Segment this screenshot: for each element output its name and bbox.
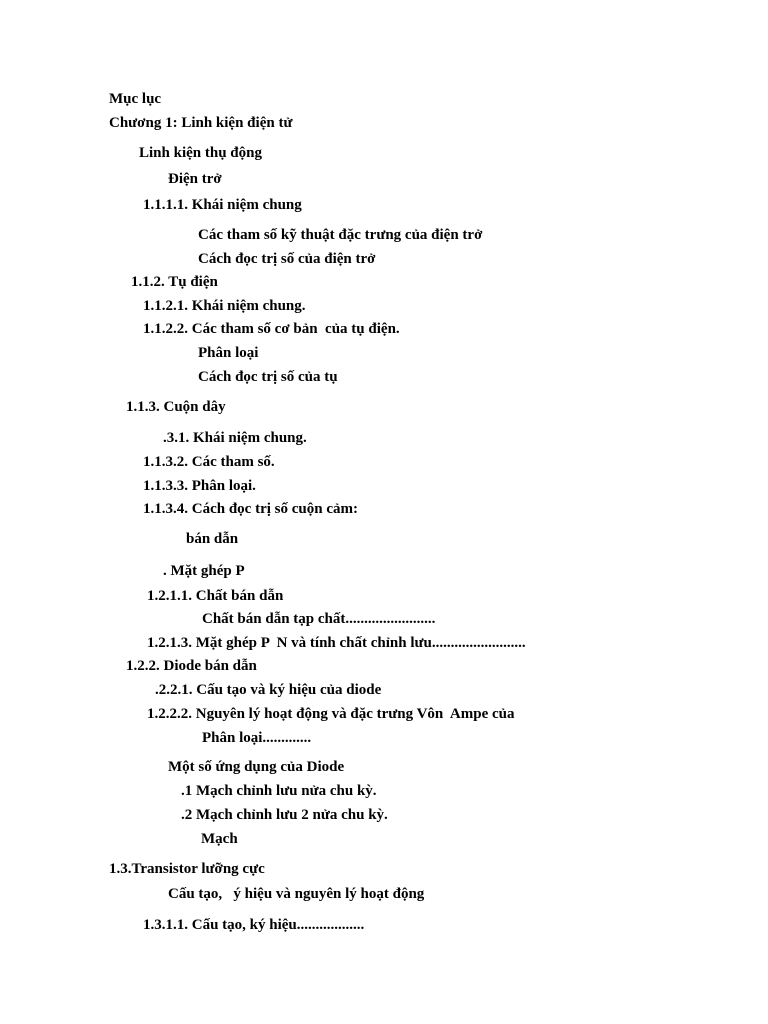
toc-entry: 1.3.1.1. Cấu tạo, ký hiệu.................. [143,917,365,933]
toc-entry: .3.1. Khái niệm chung. [163,430,307,446]
toc-entry: Linh kiện thụ động [139,145,262,161]
toc-entry: Các tham số kỹ thuật đặc trưng của điện trở [198,227,483,243]
toc-entry: Một số ứng dụng của Diode [168,759,345,775]
chapter-heading: Chương 1: Linh kiện điện tử [109,115,293,131]
toc-entry: .2 Mạch chỉnh lưu 2 nửa chu kỳ. [181,807,388,823]
toc-entry: Phân loại............. [202,730,312,746]
toc-entry: bán dẫn [186,531,239,547]
toc-entry: 1.1.2. Tụ điện [131,274,218,290]
toc-entry: Chất bán dẫn tạp chất........................ [202,611,436,627]
toc-entry: 1.1.2.2. Các tham số cơ bản của tụ điện. [143,321,400,337]
toc-entry: 1.1.3. Cuộn dây [126,399,226,415]
toc-entry: 1.1.3.4. Cách đọc trị số cuộn cảm: [143,501,358,517]
toc-entry: Cấu tạo, ý hiệu và nguyên lý hoạt động [168,886,425,902]
toc-entry: Phân loại [198,345,259,361]
toc-entry: Mạch [201,831,238,847]
toc-entry: Cách đọc trị số của tụ [198,369,338,385]
toc-entry: 1.3.Transistor lưỡng cực [109,861,265,877]
toc-entry: 1.1.3.2. Các tham số. [143,454,275,470]
toc-entry: Cách đọc trị số của điện trở [198,251,376,267]
toc-title: Mục lục [109,91,162,107]
toc-entry: 1.2.2. Diode bán dẫn [126,658,257,674]
toc-entry: 1.1.1.1. Khái niệm chung [143,197,302,213]
toc-entry: 1.1.3.3. Phân loại. [143,478,256,494]
toc-entry: Điện trở [168,171,222,187]
toc-entry: . Mặt ghép P [163,563,245,579]
toc-entry: .2.2.1. Cấu tạo và ký hiệu của diode [155,682,382,698]
toc-entry: 1.2.1.1. Chất bán dẫn [147,588,284,604]
toc-entry: 1.2.2.2. Nguyên lý hoạt động và đặc trưng Vôn Ampe của [147,706,515,722]
toc-entry: 1.1.2.1. Khái niệm chung. [143,298,306,314]
toc-entry: .1 Mạch chỉnh lưu nửa chu kỳ. [181,783,377,799]
toc-entry: 1.2.1.3. Mặt ghép P N và tính chất chỉnh lưu......................... [147,635,526,651]
